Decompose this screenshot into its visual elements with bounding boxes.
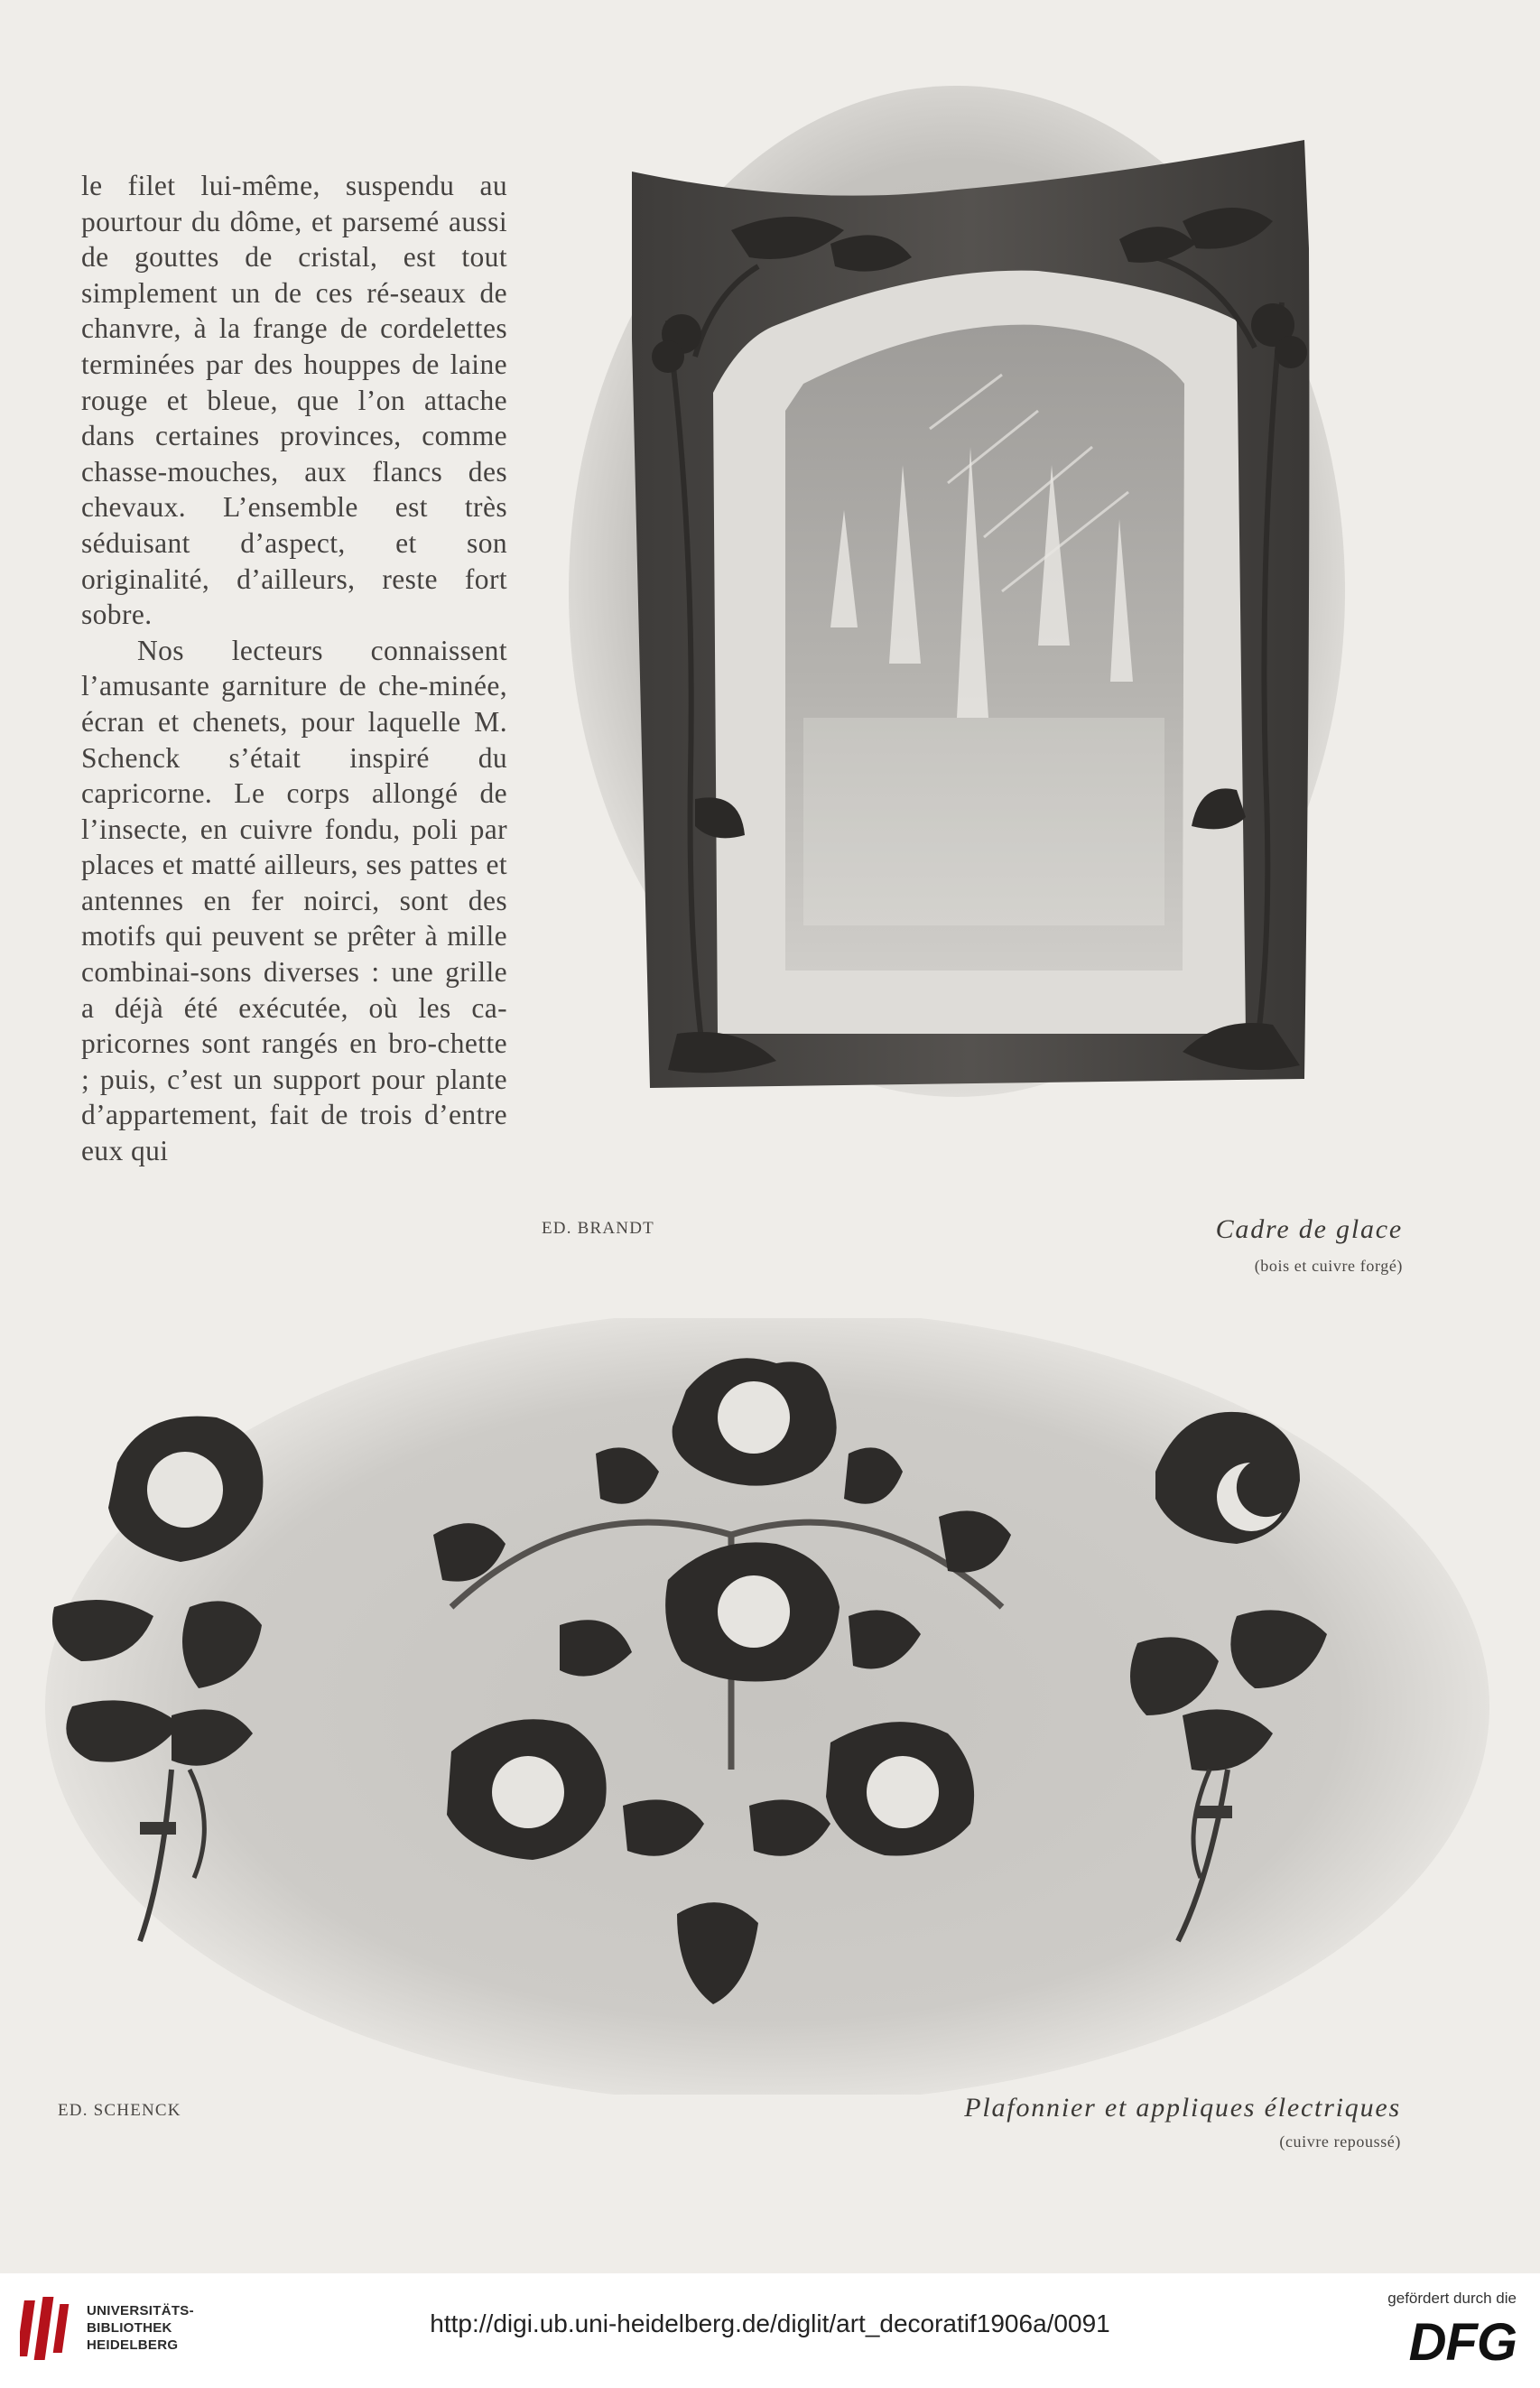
lamps-credit: ED. SCHENCK: [58, 2101, 181, 2120]
lamps-caption-title: Plafonnier et appliques électriques: [964, 2093, 1401, 2123]
article-text: [81, 168, 507, 1169]
library-name-line-2: BIBLIOTHEK: [87, 2320, 172, 2336]
digitization-footer: [0, 2273, 1540, 2388]
mirror-caption-subtitle: (bois et cuivre forgé): [1254, 1257, 1403, 1275]
funded-by-label: gefördert durch die: [1387, 2290, 1517, 2307]
permalink-url[interactable]: http://digi.ub.uni-heidelberg.de/diglit/art_decoratif1906a/0091: [430, 2309, 1110, 2337]
ceiling-light-photo: [36, 1318, 1498, 2095]
mirror-frame-photo: [533, 86, 1381, 1223]
library-name-line-1: UNIVERSITÄTS-: [87, 2303, 194, 2318]
lamps-caption-subtitle: (cuivre repoussé): [1279, 2132, 1401, 2151]
article-paragraph-2: Nos lecteurs connaissent l’amusante garniture de che-minée, écran et chenets, pour laquelle M. Schenck s’était inspiré du capricorne. Le corps allongé de l’insecte, en cuivre fondu, poli par places et matté ailleurs, ses pattes et antennes en fer noirci, sont des motifs qui peuvent se prêter à mille combinai-sons diverses : une grille a déjà été exécutée, où les ca-pricornes sont rangés en bro-chette ; puis, c’est un support pour plante d’appartement, fait de trois d’entre eux qui: [81, 634, 507, 1167]
mirror-caption-title: Cadre de glace: [1215, 1214, 1403, 1244]
library-name-line-3: HEIDELBERG: [87, 2337, 179, 2353]
dfg-logo: DFG: [1408, 2313, 1517, 2372]
mirror-credit: ED. BRANDT: [542, 1219, 654, 1238]
article-paragraph-1: le filet lui-même, suspendu au pourtour du dôme, et parsemé aussi de gouttes de cristal, est tout simplement un de ces ré-seaux de chanvre, à la frange de cordelettes terminées par des houppes de laine rouge et bleue, que l’on attache dans certaines provinces, comme chasse-mouches, aux flancs des chevaux. L’ensemble est très séduisant d’aspect, et son originalité, d’ailleurs, reste fort sobre.: [81, 170, 507, 631]
